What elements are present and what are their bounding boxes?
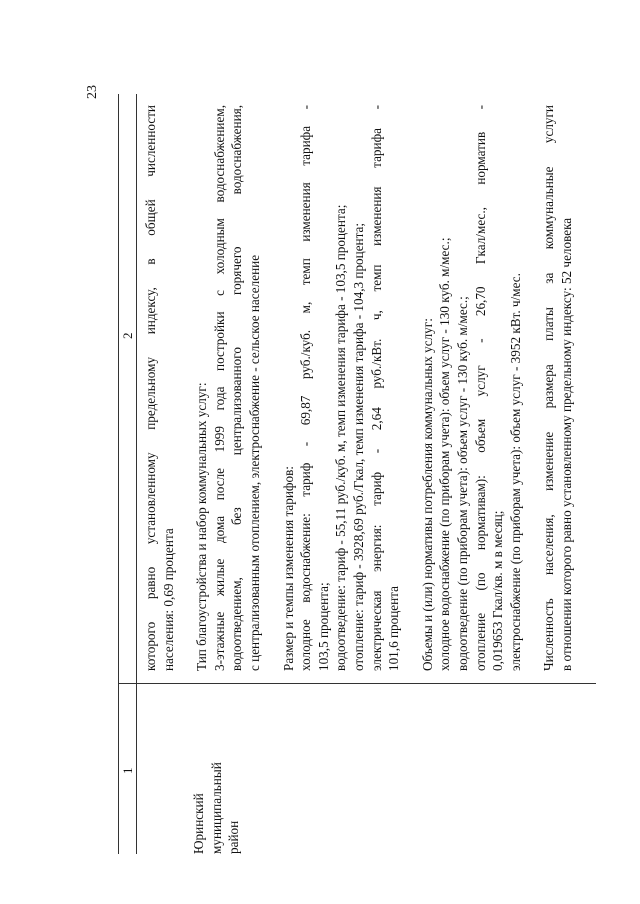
table-header-border — [136, 94, 137, 854]
intro-paragraph: которого равно установленному предельному индексу, в общей численности населения: 0,69 процента — [143, 105, 176, 671]
column-divider-header — [118, 683, 136, 684]
housing-paragraph: Тип благоустройства и набор коммунальных услуг: 3-этажные жилые дома после 1999 года постройки с холодным водоснабжением, водоотведением, без централизованного горячего водоснабжения, с централизованным отоплением, электроснабжение - сельское население — [194, 105, 262, 671]
volumes-paragraph: Объемы и (или) нормативы потребления коммунальных услуг: холодное водоснабжение (по приборам учета): объем услуг - 130 куб. м/мес.; водоотведение (по приборам учета): объем услуг - 130 куб. м/мес.; отопление (по нормативам): объем услуг - 26,70 Гкал/мес., норматив - 0,019653 Гкал/кв. м в месяц; электроснабжение (по приборам учета): объем услуг - 3952 кВт. ч/мес. — [419, 105, 523, 671]
column-divider — [136, 683, 596, 684]
description-cell — [142, 105, 591, 671]
population-paragraph: Численность населения, изменение размера платы за коммунальные услуги в отношении которого равно установленному предельному индексу: 52 человека — [541, 105, 574, 671]
column-1-header: 1 — [120, 767, 135, 774]
table-top-border — [118, 94, 119, 854]
column-2-header: 2 — [120, 332, 135, 339]
tariffs-paragraph: Размер и темпы изменения тарифов: холодное водоснабжение: тариф - 69,87 руб./куб. м, темп изменения тарифа - 103,5 процента; водоотведение: тариф - 55,11 руб./куб. м, темп изменения тарифа - 103,5 процента; отопление: тариф - 3928,69 руб./Гкал, темп изменения тарифа - 104,3 процента; электрическая энергия: тариф - 2,64 руб./кВт. ч, темп изменения тарифа - 101,6 процента — [280, 105, 402, 671]
district-name: Юринский муниципальный район — [191, 762, 242, 854]
page-number: 23 — [85, 85, 100, 99]
